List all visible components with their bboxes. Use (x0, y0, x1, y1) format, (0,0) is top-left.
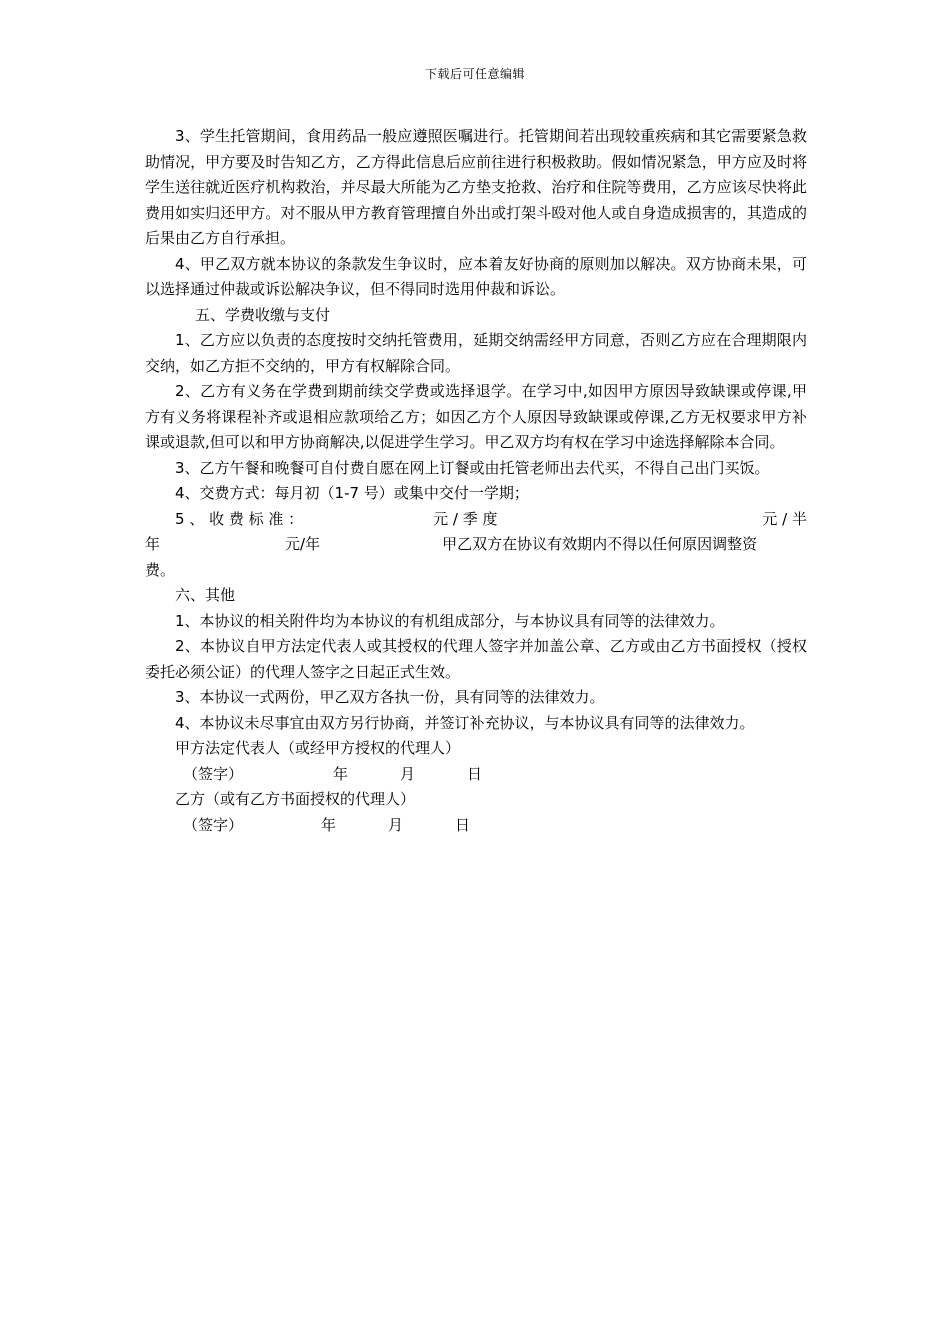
clause-5-4: 4、交费方式：每月初（1-7 号）或集中交付一学期； (175, 484, 529, 502)
party-b-year: 年 (321, 815, 337, 834)
fee-half-unit-b: 年 (145, 535, 161, 553)
party-b-sign-label: （签字） (183, 815, 244, 834)
party-b-day: 日 (455, 815, 471, 834)
clause-6-4: 4、本协议未尽事宜由双方另行协商，并签订补充协议，与本协议具有同等的法律效力。 (175, 713, 755, 732)
party-a-label: 甲方法定代表人（或经甲方授权的代理人） (175, 739, 461, 757)
clause-6-2: 2、本协议自甲方法定代表人或其授权的代理人签字并加盖公章、乙方或由乙方书面授权（授权委托必须公证）的代理人签字之日起正式生效。 (145, 637, 807, 681)
clause-5-2: 2、乙方有义务在学费到期前续交学费或选择退学。在学习中,如因甲方原因导致缺课或停课,甲方有义务将课程补齐或退相应款项给乙方；如因乙方个人原因导致缺课或停课,乙方无权要求甲方补课或退款,但可以和甲方协商解决,以促进学生学习。甲乙双方均有权在学习中途选择解除本合同。 (145, 382, 807, 451)
clause-5-1: 1、乙方应以负责的态度按时交纳托管费用，延期交纳需经甲方同意，否则乙方应在合理期限内交纳，如乙方拒不交纳的，甲方有权解除合同。 (145, 331, 807, 375)
clause-5-5-fee-line (145, 507, 807, 533)
clause-5-5-fee-line-2 (145, 532, 807, 558)
clause-4-3: 3、学生托管期间，食用药品一般应遵照医嘱进行。托管期间若出现较重疾病和其它需要紧急救助情况，甲方要及时告知乙方，乙方得此信息后应前往进行积极救助。假如情况紧急，甲方应及时将学生送往就近医疗机构救治，并尽最大所能为乙方垫支抢救、治疗和住院等费用，乙方应该尽快将此费用如实归还甲方。对不服从甲方教育管理擅自外出或打架斗殴对他人或自身造成损害的，其造成的后果由乙方自行承担。 (145, 127, 807, 247)
section-5-title: 五、学费收缴与支付 (195, 305, 331, 324)
party-a-year: 年 (333, 764, 349, 783)
fee-half-unit-a: 元 / 半 (762, 509, 807, 528)
party-b-month: 月 (388, 815, 404, 834)
clause-6-3: 3、本协议一式两份，甲乙双方各执一份，具有同等的法律效力。 (175, 688, 605, 706)
section-6-title: 六、其他 (175, 586, 236, 604)
fee-quarter-unit: 元 / 季 度 (433, 509, 498, 528)
party-a-month: 月 (400, 764, 416, 783)
clause-6-1: 1、本协议的相关附件均为本协议的有机组成部分，与本协议具有同等的法律效力。 (175, 611, 725, 630)
party-b-signature-line (145, 813, 807, 839)
fee-year-unit: 元/年 (285, 535, 321, 553)
clause-4-4: 4、甲乙双方就本协议的条款发生争议时，应本着友好协商的原则加以解决。双方协商未果，可以选择通过仲裁或诉讼解决争议，但不得同时选用仲裁和诉讼。 (145, 254, 807, 298)
clause-5-3: 3、乙方午餐和晚餐可自付费自愿在网上订餐或由托管老师出去代买，不得自己出门买饭。 (175, 458, 770, 477)
party-a-day: 日 (467, 764, 483, 783)
fee-standard-label: 5 、 收 费 标 准 ： (175, 509, 304, 528)
party-b-label: 乙方（或有乙方书面授权的代理人） (175, 790, 416, 808)
page-header-note: 下载后可任意编辑 (424, 67, 525, 81)
agreement-body (145, 124, 807, 838)
fee-tail-b: 费。 (145, 560, 176, 579)
party-a-signature-line (145, 762, 807, 788)
party-a-sign-label: （签字） (183, 764, 244, 783)
fee-tail-a: 甲乙双方在协议有效期内不得以任何原因调整资 (442, 535, 758, 553)
